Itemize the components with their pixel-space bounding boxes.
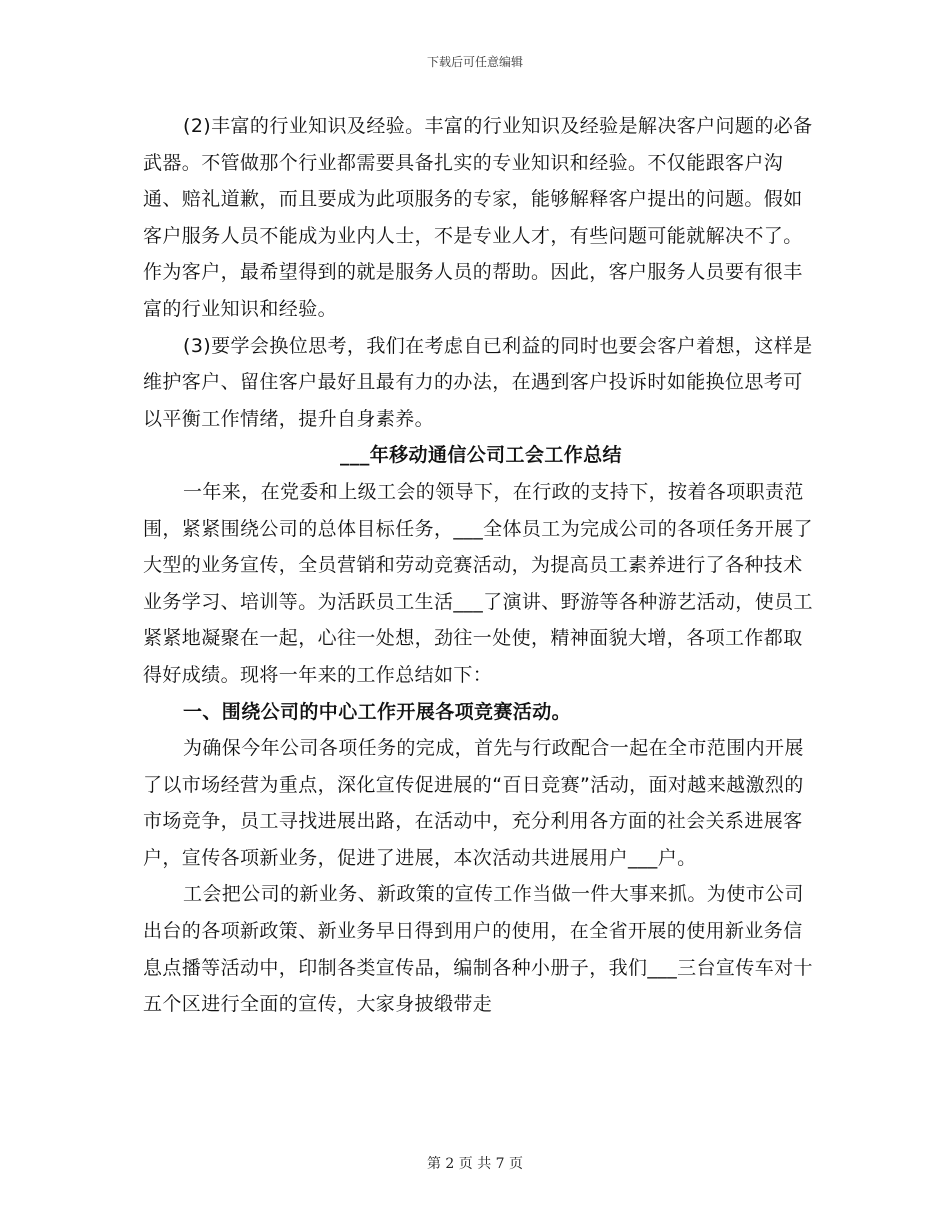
paragraph-intro: 一年来，在党委和上级工会的领导下，在行政的支持下，按着各项职责范围，紧紧围绕公司的总体目标任务，___全体员工为完成公司的各项任务开展了大型的业务宣传，全员营销和劳动竞赛活动，为提高员工素养进行了各种技术业务学习、培训等。为活跃员工生活___了演讲、野游等各种游艺活动，使员工紧紧地凝聚在一起，心往一处想，劲往一处使，精神面貌大增，各项工作都取得好成绩。现将一年来的工作总结如下： <box>143 480 813 686</box>
page-footer: 第 2 页 共 7 页 <box>426 1156 524 1172</box>
page-header: 下载后可任意编辑 <box>426 55 523 69</box>
document-body <box>143 108 819 1023</box>
paragraph-empathy: (3)要学会换位思考，我们在考虑自已利益的同时也要会客户着想，这样是维护客户、留住客户最好且最有力的办法，在遇到客户投诉时如能换位思考可以平衡工作情绪，提升自身素养。 <box>143 334 813 430</box>
document-title: ___年移动通信公司工会工作总结 <box>340 444 622 467</box>
paragraph-promotion: 工会把公司的新业务、新政策的宣传工作当做一件大事来抓。为使市公司出台的各项新政策、新业务早日得到用户的使用，在全省开展的使用新业务信息点播等活动中，印制各类宣传品，编制各种小册子，我们___三台宣传车对十五个区进行全面的宣传，大家身披缎带走 <box>143 883 813 1016</box>
section-heading-1: 一、围绕公司的中心工作开展各项竞赛活动。 <box>183 700 572 723</box>
paragraph-competition: 为确保今年公司各项任务的完成，首先与行政配合一起在全市范围内开展了以市场经营为重点，深化宣传促进展的“百日竞赛”活动，面对越来越激烈的市场竞争，员工寻找进展出路，在活动中，充分利用各方面的社会关系进展客户，宣传各项新业务，促进了进展，本次活动共进展用户___户。 <box>143 737 804 869</box>
paragraph-industry-knowledge: (2)丰富的行业知识及经验。丰富的行业知识及经验是解决客户问题的必备武器。不管做那个行业都需要具备扎实的专业知识和经验。不仅能跟客户沟通、赔礼道歉，而且要成为此项服务的专家，能够解释客户提出的问题。假如客户服务人员不能成为业内人士，不是专业人才，有些问题可能就解决不了。作为客户，最希望得到的就是服务人员的帮助。因此，客户服务人员要有很丰富的行业知识和经验。 <box>143 115 813 320</box>
